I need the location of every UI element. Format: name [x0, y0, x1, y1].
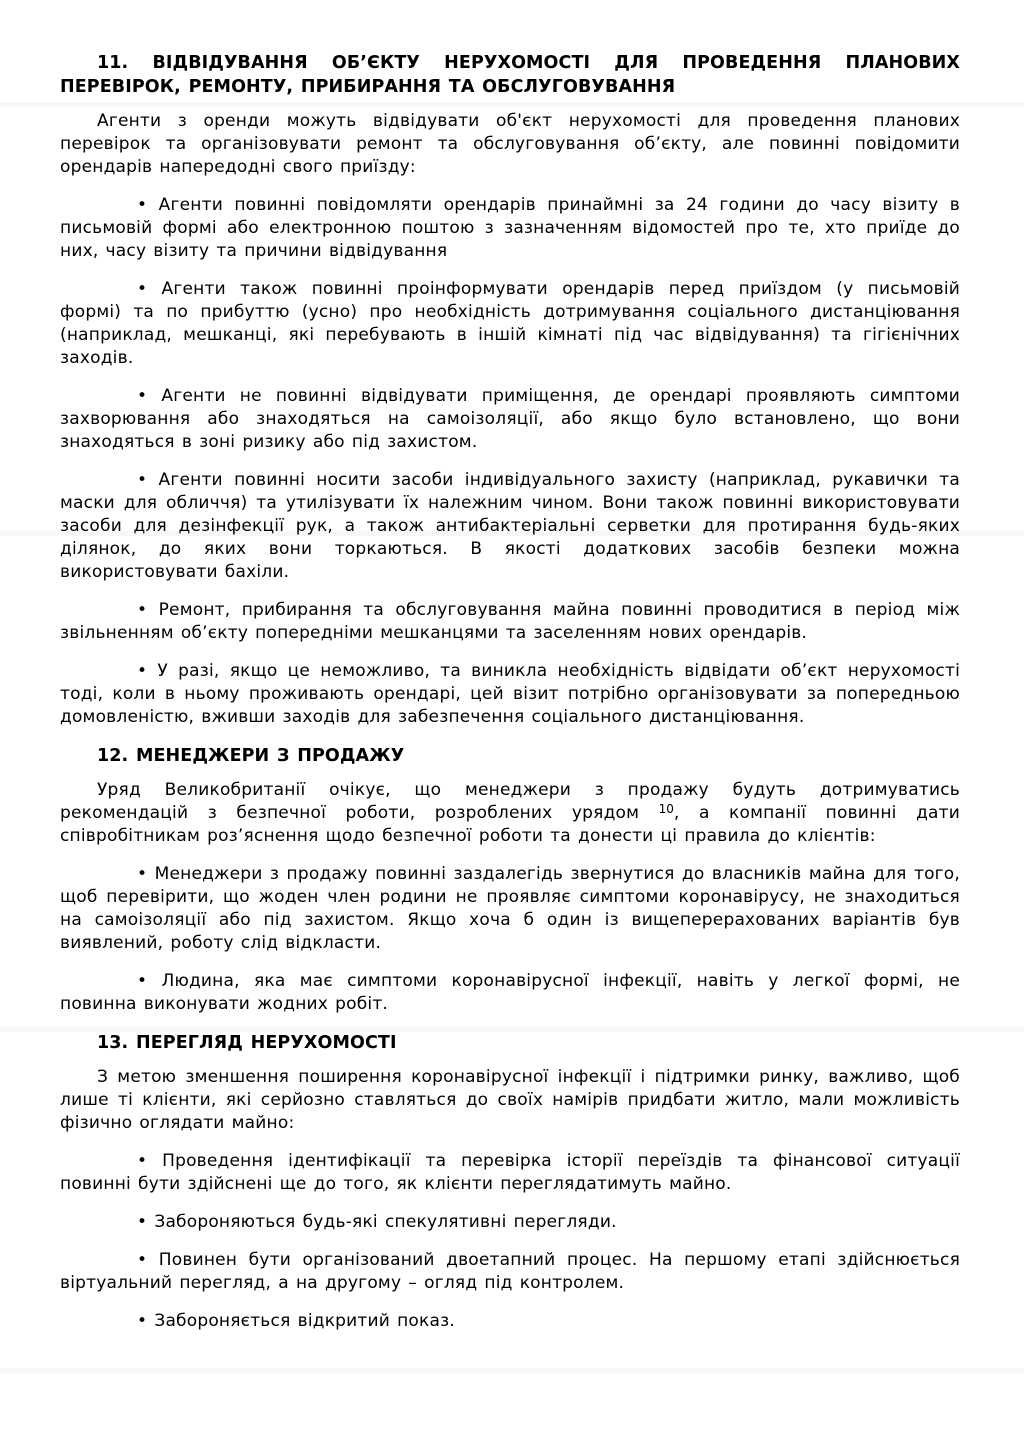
section-11-heading [60, 51, 960, 99]
bullet-icon: • [137, 1212, 148, 1232]
section-11-heading-line1: 11. ВІДВІДУВАННЯ ОБ’ЄКТУ НЕРУХОМОСТІ ДЛЯ ПРОВЕДЕННЯ ПЛАНОВИХ [97, 53, 960, 73]
section-12-sales-managers [60, 744, 960, 1016]
bullet-icon: • [137, 864, 148, 884]
bullet-text: Ремонт, прибирання та обслуговування майна повинні проводитися в період між звільненням об’єкту попередніми мешканцями та заселенням нових орендарів. [60, 600, 960, 643]
bullet-icon: • [137, 386, 148, 406]
bullet-icon: • [137, 195, 148, 215]
bullet-text: Агенти не повинні відвідувати приміщення, де орендарі проявляють симптоми захворювання або знаходяться на самоізоляції, або якщо було встановлено, що вони знаходяться в зоні ризику або під захистом. [60, 386, 960, 452]
bullet-icon: • [137, 1311, 148, 1331]
bullet-item [60, 1211, 960, 1234]
bullet-item [60, 599, 960, 645]
bullet-item [60, 278, 960, 370]
bullet-item [60, 1150, 960, 1196]
bullet-text: Людина, яка має симптоми коронавірусної інфекції, навіть у легкої формі, не повинна виконувати жодних робіт. [60, 971, 960, 1014]
bullet-text: Забороняються будь-які спекулятивні перегляди. [154, 1212, 617, 1232]
intro-text-after-ref: , а компанії повинні дати співробітникам роз’яснення щодо безпечної роботи та донести ці правила до клієнтів: [60, 803, 960, 846]
bullet-icon: • [137, 1151, 148, 1171]
intro-text-before-ref: Уряд Великобританії очікує, що менеджери з продажу будуть дотримуватись рекомендацій з безпечної роботи, розроблених урядом [60, 780, 960, 823]
bullet-item [60, 385, 960, 454]
footnote-reference: 10 [658, 802, 674, 816]
bullet-text: Проведення ідентифікації та перевірка історії переїздів та фінансової ситуації повинні бути здійснені ще до того, як клієнти переглядатимуть майно. [60, 1151, 960, 1194]
bullet-text: Менеджери з продажу повинні заздалегідь звернутися до власників майна для того, щоб перевірити, що жоден член родини не проявляє симптоми коронавірусу, не знаходиться на самоізоляції або під захистом. Якщо хоча б один із вищеперерахованих варіантів був виявлений, роботу слід відкласти. [60, 864, 961, 953]
bullet-text: Повинен бути організований двоетапний процес. На першому етапі здійснюється віртуальний перегляд, а на другому – огляд під контролем. [60, 1250, 960, 1293]
section-13-property-viewing [60, 1031, 960, 1333]
bullet-item [60, 863, 960, 955]
bullet-text: У разі, якщо це неможливо, та виникла необхідність відвідати об’єкт нерухомості тоді, коли в ньому проживають орендарі, цей візит потрібно організовувати за попередньою домовленістю, вживши заходів для забезпечення соціального дистанціювання. [60, 661, 960, 727]
section-12-intro-paragraph [60, 779, 960, 848]
section-12-heading: 12. МЕНЕДЖЕРИ З ПРОДАЖУ [97, 746, 405, 766]
bullet-item [60, 194, 960, 263]
bullet-text: Агенти повинні носити засоби індивідуального захисту (наприклад, рукавички та маски для обличчя) та утилізувати їх належним чином. Вони також повинні використовувати засоби для дезінфекції рук, а також антибактеріальні серветки для протирання будь-яких ділянок, до яких вони торкаються. В якості додаткових засобів безпеки можна використовувати бахіли. [60, 470, 961, 582]
section-13-heading: 13. ПЕРЕГЛЯД НЕРУХОМОСТІ [97, 1033, 397, 1053]
section-11-intro-paragraph: Агенти з оренди можуть відвідувати об'єкт нерухомості для проведення планових перевірок та організовувати ремонт та обслуговування об’єкту, але повинні повідомити орендарів напередодні свого приїзду: [60, 111, 960, 177]
bullet-item [60, 469, 960, 584]
bullet-text: Агенти також повинні проінформувати орендарів перед приїздом (у письмовій формі) та по прибуттю (усно) про необхідність дотримування соціального дистанціювання (наприклад, мешканці, які перебувають в іншій кімнаті під час відвідування) та гігієнічних заходів. [60, 279, 960, 368]
section-11-heading-line2: ПЕРЕВІРОК, РЕМОНТУ, ПРИБИРАННЯ ТА ОБСЛУГОВУВАННЯ [60, 77, 676, 97]
bullet-item [60, 1249, 960, 1295]
bullet-item [60, 970, 960, 1016]
bullet-icon: • [137, 1250, 148, 1270]
bullet-item [60, 660, 960, 729]
section-11-property-visits [60, 51, 960, 729]
bullet-icon: • [137, 279, 148, 299]
bullet-icon: • [137, 600, 148, 620]
bullet-icon: • [137, 971, 148, 991]
bullet-text: Агенти повинні повідомляти орендарів принаймні за 24 години до часу візиту в письмовій формі або електронною поштою з зазначенням відомостей про те, хто приїде до них, часу візиту та причини відвідування [60, 195, 960, 261]
scan-artifact-band [0, 1368, 1024, 1373]
bullet-icon: • [137, 470, 148, 490]
section-13-intro-paragraph: З метою зменшення поширення коронавірусної інфекції і підтримки ринку, важливо, щоб лише ті клієнти, які серйозно ставляться до своїх намірів придбати житло, мали можливість фізично оглядати майно: [60, 1067, 960, 1133]
bullet-text: Забороняється відкритий показ. [154, 1311, 455, 1331]
bullet-icon: • [137, 661, 148, 681]
bullet-item [60, 1310, 960, 1333]
